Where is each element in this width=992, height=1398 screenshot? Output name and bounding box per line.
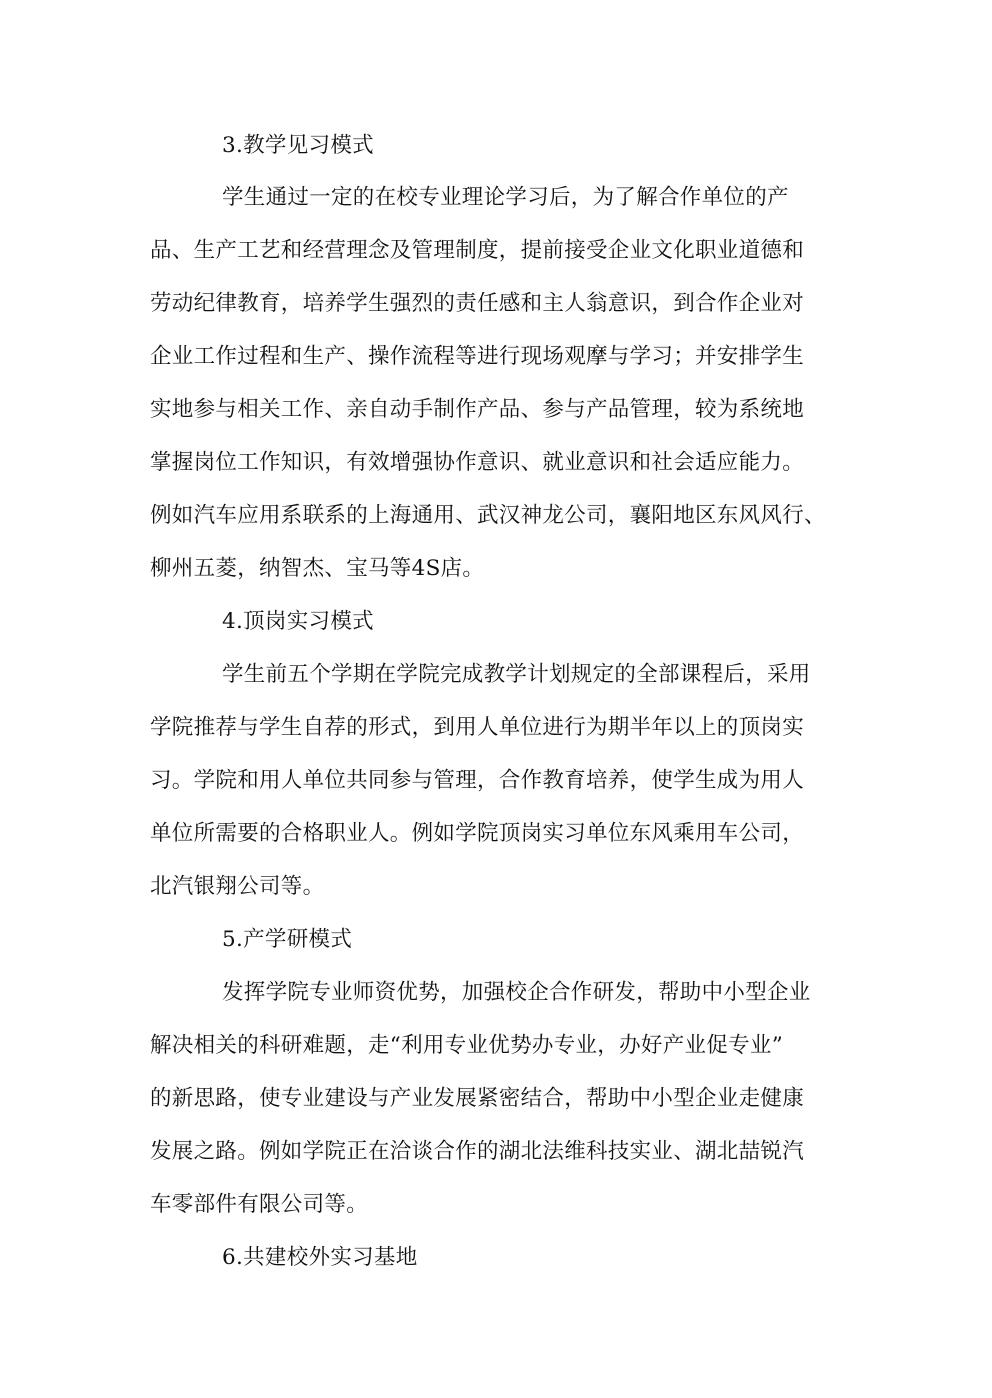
paragraph-line: 解决相关的科研难题，走“利用专业优势办专业，办好产业促专业” <box>150 1033 783 1058</box>
paragraph-line: 劳动纪律教育，培养学生强烈的责任感和主人翁意识，到合作企业对 <box>150 291 805 316</box>
paragraph-line: 品、生产工艺和经营理念及管理制度，提前接受企业文化职业道德和 <box>150 238 805 263</box>
paragraph-line: 车零部件有限公司等。 <box>150 1192 369 1217</box>
paragraph-line: 掌握岗位工作知识，有效增强协作意识、就业意识和社会适应能力。 <box>150 450 805 475</box>
paragraph-line: 柳州五菱，纳智杰、宝马等4S店。 <box>150 556 485 581</box>
paragraph-line: 单位所需要的合格职业人。例如学院顶岗实习单位东风乘用车公司， <box>150 821 805 846</box>
paragraph-line: 学生前五个学期在学院完成教学计划规定的全部课程后，采用 <box>222 662 811 687</box>
paragraph-line: 例如汽车应用系联系的上海通用、武汉神龙公司，襄阳地区东风风行、 <box>150 503 826 528</box>
paragraph-line: 企业工作过程和生产、操作流程等进行现场观摩与学习；并安排学生 <box>150 344 805 369</box>
paragraph-line: 实地参与相关工作、亲自动手制作产品、参与产品管理，较为系统地 <box>150 397 805 422</box>
paragraph-line: 学院推荐与学生自荐的形式，到用人单位进行为期半年以上的顶岗实 <box>150 715 805 740</box>
paragraph-line: 的新思路，使专业建设与产业发展紧密结合，帮助中小型企业走健康 <box>150 1086 805 1111</box>
section-heading: 5.产学研模式 <box>222 927 353 952</box>
paragraph-line: 北汽银翔公司等。 <box>150 874 325 899</box>
section-heading: 4.顶岗实习模式 <box>222 609 374 634</box>
section-heading: 3.教学见习模式 <box>222 133 374 158</box>
paragraph-line: 习。学院和用人单位共同参与管理，合作教育培养，使学生成为用人 <box>150 768 805 793</box>
section-heading: 6.共建校外实习基地 <box>222 1245 418 1270</box>
paragraph-line: 发挥学院专业师资优势，加强校企合作研发，帮助中小型企业 <box>222 980 811 1005</box>
paragraph-line: 学生通过一定的在校专业理论学习后，为了解合作单位的产 <box>222 185 789 210</box>
paragraph-line: 发展之路。例如学院正在洽谈合作的湖北法维科技实业、湖北喆锐汽 <box>150 1139 805 1164</box>
